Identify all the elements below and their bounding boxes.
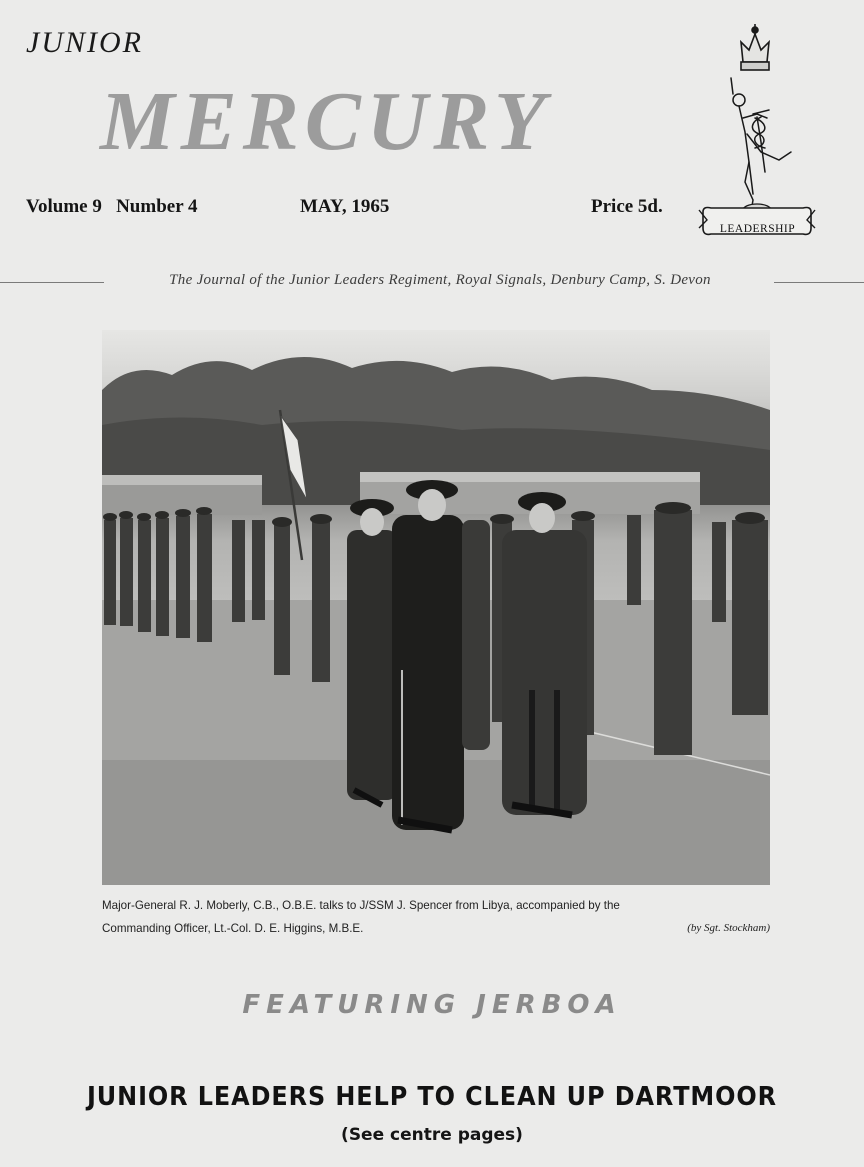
mercury-figure-icon (695, 22, 820, 247)
caption-line-1: Major-General R. J. Moberly, C.B., O.B.E. talks to J/SSM J. Spencer from Libya, accompanied by the (102, 899, 620, 912)
photo-credit: (by Sgt. Stockham) (687, 922, 770, 934)
journal-strapline (0, 272, 864, 292)
parade-photograph (102, 330, 770, 885)
issue-price: Price 5d. (591, 196, 663, 217)
royal-signals-emblem (695, 22, 820, 247)
volume-number: Volume 9 Number 4 (26, 196, 198, 217)
strapline-rule-right (774, 282, 864, 283)
masthead-title: MERCURY (100, 75, 552, 168)
journal-description: The Journal of the Junior Leaders Regiment, Royal Signals, Denbury Camp, S. Devon (169, 272, 711, 288)
emblem-motto: LEADERSHIP (719, 223, 796, 235)
issue-date: MAY, 1965 (300, 196, 390, 217)
masthead-kicker: JUNIOR (26, 26, 143, 59)
strapline-rule-left (0, 282, 104, 283)
caption-line-2: Commanding Officer, Lt.-Col. D. E. Higgins, M.B.E. (102, 922, 364, 935)
headline-reference: (See centre pages) (341, 1125, 523, 1145)
featuring-banner: FEATURING JERBOA (242, 990, 622, 1020)
parade-scene (102, 330, 770, 885)
lead-headline: JUNIOR LEADERS HELP TO CLEAN UP DARTMOOR (86, 1082, 778, 1112)
photo-caption (102, 894, 770, 940)
